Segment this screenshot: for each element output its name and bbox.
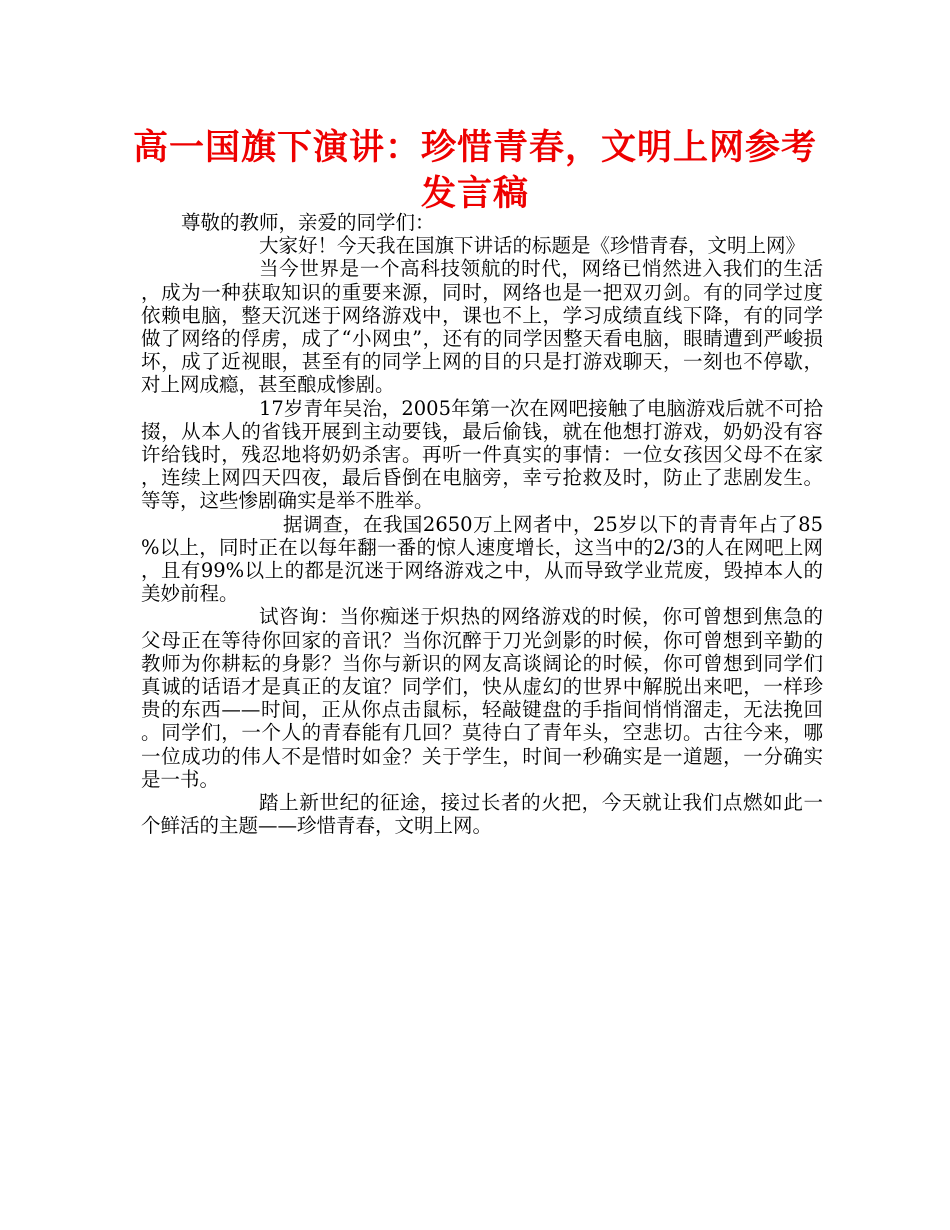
paragraph-case-story: 17岁青年吴治，2005年第一次在网吧接触了电脑游戏后就不可拾掇，从本人的省钱开展到主动要钱，最后偷钱，就在他想打游戏，奶奶没有容许给钱时，残忍地将奶奶杀害。再听一件真实的事情：一位女孩因父母不在家，连续上网四天四夜，最后昏倒在电脑旁，幸亏抢救及时，防止了悲剧发生。等等，这些惨剧确实是举不胜举。 [141, 396, 823, 513]
paragraph-greeting: 大家好！今天我在国旗下讲话的标题是《珍惜青春，文明上网》 [259, 234, 806, 258]
paragraph-closing: 踏上新世纪的征途，接过长者的火把，今天就让我们点燃如此一个鲜活的主题——珍惜青春，文明上网。 [141, 791, 823, 838]
document-body [141, 211, 823, 837]
document-title: 高一国旗下演讲：珍惜青春，文明上网参考发言稿 [132, 128, 817, 214]
paragraph-internet-era: 当今世界是一个高科技领航的时代，网络已悄然进入我们的生活，成为一种获取知识的重要来源，同时，网络也是一把双刃剑。有的同学过度依赖电脑，整天沉迷于网络游戏中，课也不上，学习成绩直线下降，有的同学做了网络的俘虏，成了“小网虫”，还有的同学因整天看电脑，眼睛遭到严峻损坏，成了近视眼，甚至有的同学上网的目的只是打游戏聊天，一刻也不停歇，对上网成瘾，甚至酿成惨剧。 [141, 257, 823, 397]
salutation: 尊敬的教师，亲爱的同学们： [181, 211, 435, 234]
paragraph-survey: 据调查，在我国2650万上网者中，25岁以下的青青年占了85%以上，同时正在以每年翻一番的惊人速度增长，这当中的2/3的人在网吧上网，且有99%以上的都是沉迷于网络游戏之中，从而导致学业荒废，毁掉本人的美妙前程。 [141, 512, 823, 606]
paragraph-questions: 试咨询：当你痴迷于炽热的网络游戏的时候，你可曾想到焦急的父母正在等待你回家的音讯？当你沉醉于刀光剑影的时候，你可曾想到辛勤的教师为你耕耘的身影？当你与新识的网友高谈阔论的时候，你可曾想到同学们真诚的话语才是真正的友谊？同学们，快从虚幻的世界中解脱出来吧，一样珍贵的东西——时间，正从你点击鼠标，轻敲键盘的手指间悄悄溜走，无法挽回。同学们，一个人的青春能有几回？莫待白了青年头，空悲切。古往今来，哪一位成功的伟人不是惜时如金？关于学生，时间一秒确实是一道题，一分确实是一书。 [141, 605, 823, 791]
